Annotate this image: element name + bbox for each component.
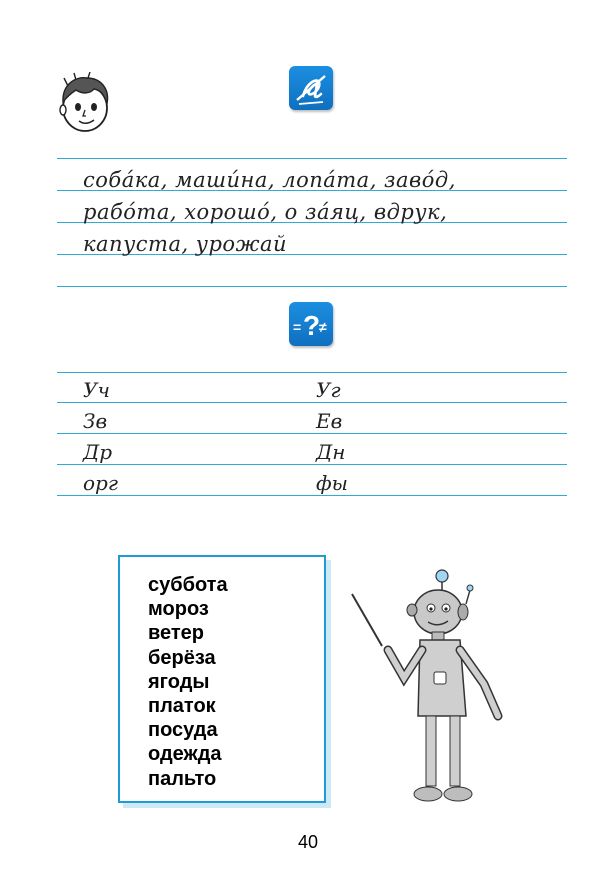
cursive-a-icon bbox=[289, 66, 333, 110]
list-item: одежда bbox=[148, 743, 222, 766]
pair-left-1: Уч bbox=[83, 378, 110, 402]
list-item: суббота bbox=[148, 574, 228, 596]
task1-line-3: капуста, урожай bbox=[83, 232, 287, 256]
rule-line bbox=[57, 286, 567, 287]
task1-line-1: собáка, машúна, лопáта, завóд, bbox=[83, 168, 456, 192]
list-item: платок bbox=[148, 695, 216, 718]
pair-left-3: Др bbox=[83, 440, 113, 464]
pair-right-4: фы bbox=[316, 471, 348, 495]
rule-line bbox=[57, 433, 567, 434]
word-list bbox=[120, 557, 324, 791]
question-compare-icon bbox=[289, 302, 333, 346]
list-item: берёза bbox=[148, 646, 216, 669]
list-item: ягоды bbox=[148, 670, 210, 693]
list-item: мороз bbox=[148, 598, 209, 621]
list-item: пальто bbox=[148, 767, 217, 790]
svg-text:=: = bbox=[293, 319, 302, 335]
rule-line bbox=[57, 495, 567, 496]
pair-right-3: Дн bbox=[316, 440, 346, 464]
rule-line bbox=[57, 372, 567, 373]
svg-text:≠: ≠ bbox=[319, 319, 327, 335]
list-item: ветер bbox=[148, 622, 205, 645]
pair-left-2: Зв bbox=[83, 409, 108, 433]
boy-face-illustration bbox=[54, 72, 116, 134]
pair-right-1: Уг bbox=[316, 378, 341, 402]
rule-line bbox=[57, 158, 567, 159]
rule-line bbox=[57, 464, 567, 465]
task1-line-2: рабóта, хорошó, о зáяц, вдрук, bbox=[83, 200, 448, 224]
pair-right-2: Ев bbox=[316, 409, 343, 433]
pair-left-4: орг bbox=[83, 471, 118, 495]
page-number: 40 bbox=[297, 832, 319, 852]
rule-line bbox=[57, 402, 567, 403]
word-list-box bbox=[118, 555, 326, 803]
svg-text:?: ? bbox=[303, 310, 321, 341]
list-item: посуда bbox=[148, 719, 218, 742]
robot-teacher-illustration bbox=[348, 566, 508, 808]
